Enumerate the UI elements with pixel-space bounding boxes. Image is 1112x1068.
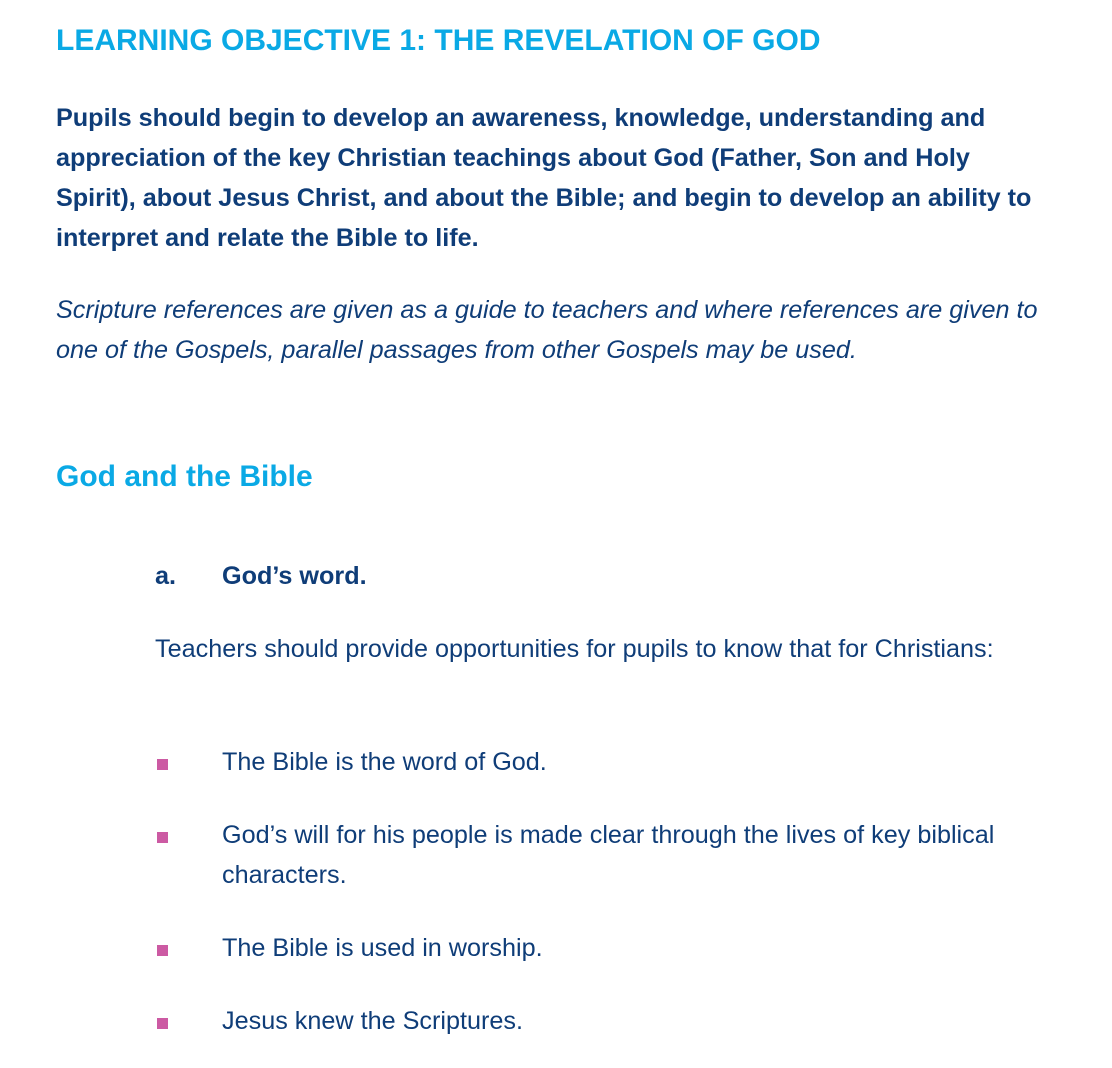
list-item — [155, 815, 1015, 895]
square-bullet-icon — [157, 832, 168, 843]
subsection-letter: a. — [155, 562, 177, 590]
subsection-title — [155, 558, 367, 594]
lead-paragraph: Teachers should provide opportunities for pupils to know that for Christians: — [155, 635, 994, 663]
list-item-text: Jesus knew the Scriptures. — [222, 1007, 523, 1035]
learning-objective-heading: LEARNING OBJECTIVE 1: THE REVELATION OF GOD — [56, 24, 821, 57]
scripture-note: Scripture references are given as a guide to teachers and where references are given to one of the Gospels, parallel passages from other Gospels may be used. — [56, 296, 1038, 364]
list-item — [155, 928, 1015, 968]
square-bullet-icon — [157, 945, 168, 956]
list-item — [155, 1001, 1015, 1041]
list-item-text: The Bible is the word of God. — [222, 748, 547, 776]
list-item-text: God’s will for his people is made clear through the lives of key biblical characters. — [222, 821, 995, 889]
square-bullet-icon — [157, 1018, 168, 1029]
square-bullet-icon — [157, 759, 168, 770]
subsection-label: God’s word. — [222, 562, 367, 590]
intro-paragraph: Pupils should begin to develop an awareness, knowledge, understanding and appreciation of the key Christian teachings about God (Father, Son and Holy Spirit), about Jesus Christ, and about the Bible; and begin to develop an ability to interpret and relate the Bible to life. — [56, 104, 1032, 252]
list-item-text: The Bible is used in worship. — [222, 934, 543, 962]
list-item — [155, 742, 1015, 782]
section-heading: God and the Bible — [56, 460, 313, 493]
